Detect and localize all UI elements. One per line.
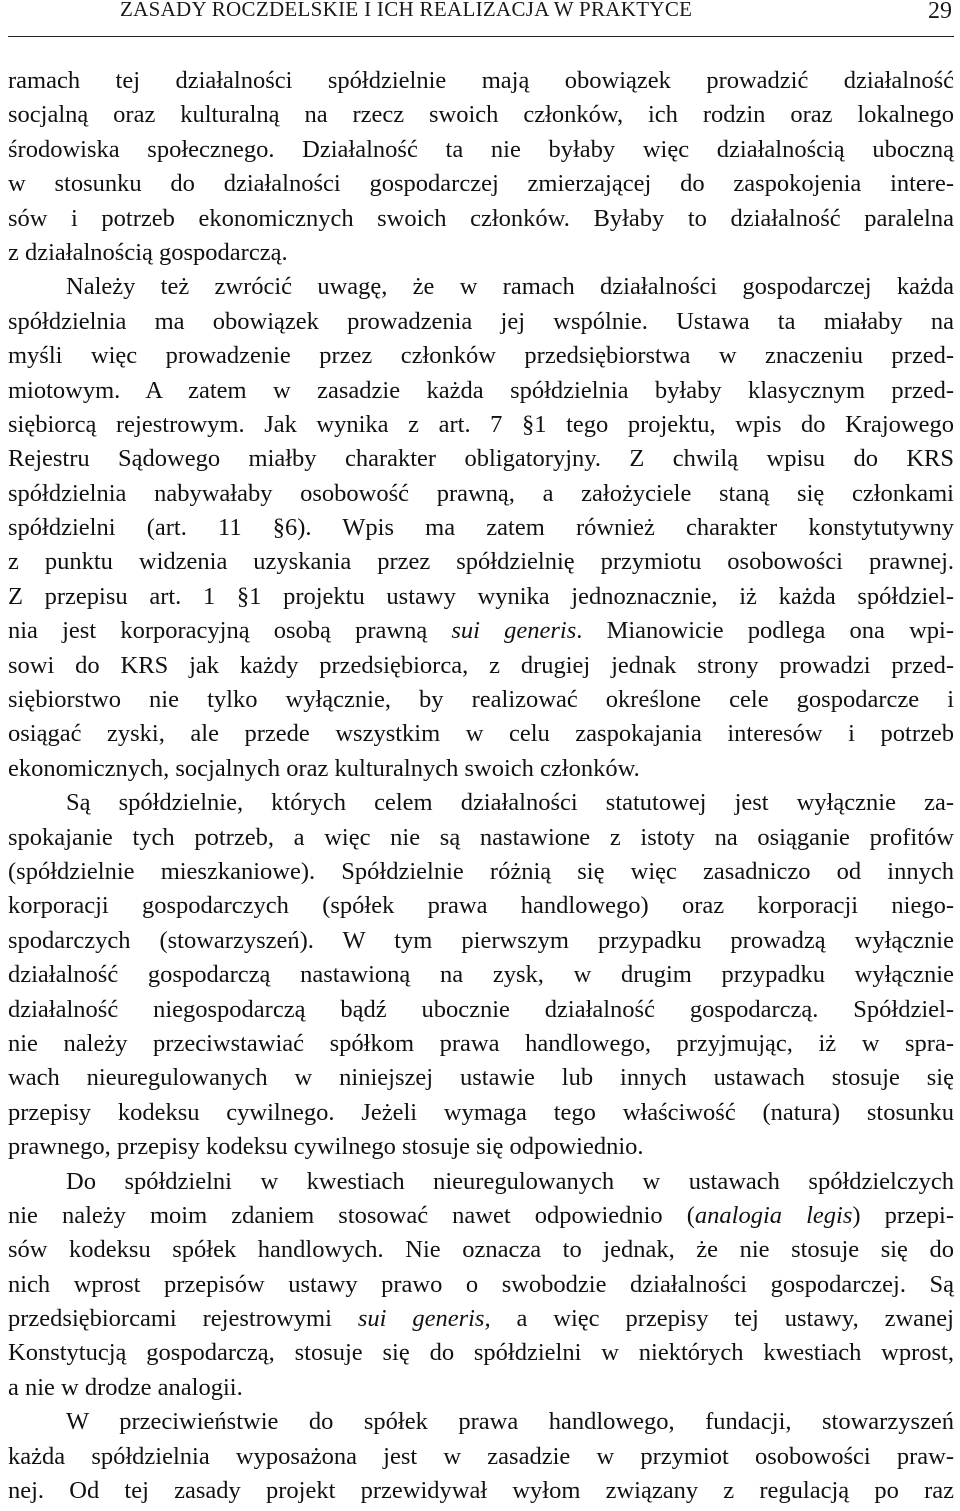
text-line: sów kodeksu spółek handlowych. Nie oznacza to jednak, że nie stosuje się do xyxy=(8,1236,954,1264)
text-line: Konstytucją gospodarczą, stosuje się do spółdzielni w niektórych kwestiach wprost, xyxy=(8,1339,954,1367)
text-line: prawnego, przepisy kodeksu cywilnego stosuje się odpowiednio. xyxy=(8,1133,644,1161)
italic-term: sui generis xyxy=(451,617,577,645)
text-line: z działalnością gospodarczą. xyxy=(8,238,288,266)
text-line: przepisy kodeksu cywilnego. Jeżeli wymaga tego właściwość (natura) stosunku xyxy=(8,1098,954,1126)
running-title: ZASADY ROCZDELSKIE I ICH REALIZACJA W PRAKTYCE xyxy=(120,0,693,21)
text-run: przedsiębiorcami rejestrowymi xyxy=(8,1305,358,1333)
paragraph-first-line: W przeciwieństwie do spółek prawa handlowego, fundacji, stowarzyszeń xyxy=(66,1408,954,1436)
text-line: środowiska społecznego. Działalność ta nie byłaby więc działalnością uboczną xyxy=(8,135,954,163)
text-line: (spółdzielnie mieszkaniowe). Spółdzielnie różnią się więc zasadniczo od innych xyxy=(8,857,954,885)
running-header xyxy=(8,0,954,37)
text-line: myśli więc prowadzenie przez członków przedsiębiorstwa w znaczeniu przed- xyxy=(8,342,954,370)
text-line: sów i potrzeb ekonomicznych swoich członków. Byłaby to działalność paralelna xyxy=(8,204,954,232)
text-line: miotowym. A zatem w zasadzie każda spółdzielnia byłaby klasycznym przed- xyxy=(8,376,954,404)
page-number: 29 xyxy=(928,0,952,24)
text-line: socjalną oraz kulturalną na rzecz swoich członków, ich rodzin oraz lokalnego xyxy=(8,101,954,129)
text-run: nie należy moim zdaniem stosować nawet odpowiednio ( xyxy=(8,1201,695,1229)
text-line: ramach tej działalności spółdzielnie mają obowiązek prowadzić działalność xyxy=(8,67,954,94)
text-line: wach nieuregulowanych w niniejszej ustawie lub innych ustawach stosuje się xyxy=(8,1064,954,1092)
text-run: a więc przepisy tej ustawy, zwanej xyxy=(490,1305,954,1333)
text-run: nia jest korporacyjną osobą prawną xyxy=(8,617,452,645)
text-line: w stosunku do działalności gospodarczej zmierzającej do zaspokojenia intere- xyxy=(8,170,954,198)
text-line: nej. Od tej zasady projekt przewidywał wyłom związany z regulacją po raz xyxy=(8,1477,954,1505)
text-line: ekonomicznych, socjalnych oraz kulturalnych swoich członków. xyxy=(8,754,640,782)
text-line xyxy=(8,1199,954,1233)
text-line: nich wprost przepisów ustawy prawo o swobodzie działalności gospodarczej. Są xyxy=(8,1270,954,1298)
text-line: spółdzielnia nabywałaby osobowość prawną, a założyciele staną się członkami xyxy=(8,479,954,507)
italic-term: analogia legis xyxy=(694,1201,853,1229)
text-line xyxy=(8,614,954,648)
text-run: ) przepi- xyxy=(852,1201,954,1229)
text-line: działalność niegospodarczą bądź ubocznie działalność gospodarczą. Spółdziel- xyxy=(8,995,954,1023)
italic-term: sui generis, xyxy=(357,1305,491,1333)
text-line: spokajanie tych potrzeb, a więc nie są nastawione z istoty na osiąganie profitów xyxy=(8,823,954,851)
text-line: a nie w drodze analogii. xyxy=(8,1373,243,1401)
paragraph-first-line: Do spółdzielni w kwestiach nieuregulowanych w ustawach spółdzielczych xyxy=(66,1167,954,1195)
text-line: każda spółdzielnia wyposażona jest w zasadzie w przymiot osobowości praw- xyxy=(8,1442,954,1470)
text-line: Z przepisu art. 1 §1 projektu ustawy wynika jednoznacznie, iż każda spółdziel- xyxy=(8,582,954,610)
text-line: spodarczych (stowarzyszeń). W tym pierwszym przypadku prowadzą wyłącznie xyxy=(8,926,954,954)
text-line: korporacji gospodarczych (spółek prawa handlowego) oraz korporacji niego- xyxy=(8,892,954,920)
text-run: . Mianowicie podlega ona wpi- xyxy=(576,617,954,645)
paragraph-first-line: Należy też zwrócić uwagę, że w ramach działalności gospodarczej każda xyxy=(66,273,954,301)
paragraph-first-line: Są spółdzielnie, których celem działalności statutowej jest wyłącznie za- xyxy=(66,789,954,817)
text-line: sowi do KRS jak każdy przedsiębiorca, z drugiej jednak strony prowadzi przed- xyxy=(8,651,954,679)
text-line: Rejestru Sądowego miałby charakter obligatoryjny. Z chwilą wpisu do KRS xyxy=(8,445,954,473)
text-line: spółdzielni (art. 11 §6). Wpis ma zatem również charakter konstytutywny xyxy=(8,514,954,542)
body-text xyxy=(8,64,954,1508)
text-line: nie należy przeciwstawiać spółkom prawa handlowego, przyjmując, iż w spra- xyxy=(8,1029,954,1057)
text-line: z punktu widzenia uzyskania przez spółdzielnię przymiotu osobowości prawnej. xyxy=(8,548,954,576)
text-line: osiągać zyski, ale przede wszystkim w celu zaspokajania interesów i potrzeb xyxy=(8,720,954,748)
text-line: działalność gospodarczą nastawioną na zysk, w drugim przypadku wyłącznie xyxy=(8,961,954,989)
text-line xyxy=(8,1302,954,1336)
text-line: siębiorcą rejestrowym. Jak wynika z art. 7 §1 tego projektu, wpis do Krajowego xyxy=(8,410,954,438)
text-line: siębiorstwo nie tylko wyłącznie, by realizować określone cele gospodarcze i xyxy=(8,686,954,714)
text-line: spółdzielnia ma obowiązek prowadzenia jej wspólnie. Ustawa ta miałaby na xyxy=(8,307,954,335)
